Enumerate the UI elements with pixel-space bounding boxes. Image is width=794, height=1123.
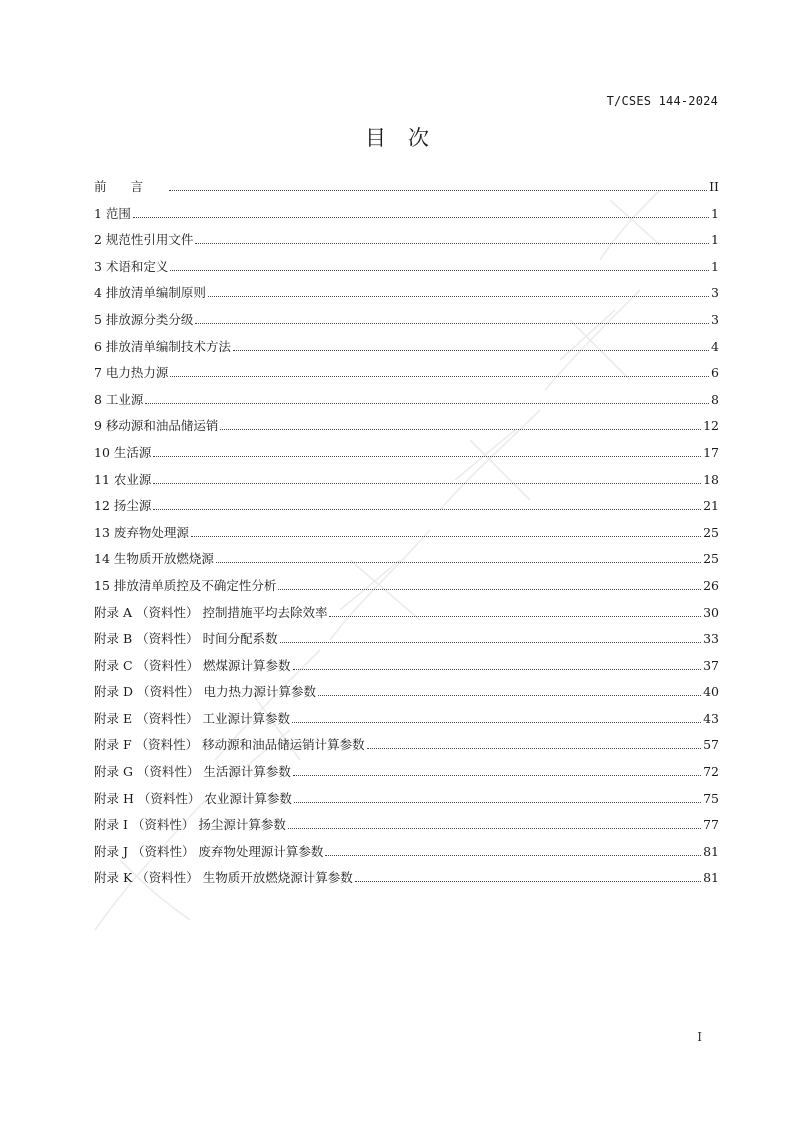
toc-entry-label: 附录 K （资料性） 生物质开放燃烧源计算参数	[94, 870, 353, 886]
toc-entry-label: 6 排放清单编制技术方法	[94, 338, 231, 354]
toc-leader-dots	[153, 483, 701, 484]
toc-entry-label: 附录 F （资料性） 移动源和油品储运销计算参数	[94, 737, 365, 753]
toc-entry-label: 附录 H （资料性） 农业源计算参数	[94, 790, 292, 806]
toc-entry-label: 前言	[94, 179, 168, 194]
toc-entry-page: 43	[703, 710, 719, 726]
toc-leader-dots	[293, 775, 701, 776]
toc-entry-page: 6	[711, 365, 719, 381]
toc-leader-dots	[191, 536, 701, 537]
toc-entry-page: 8	[711, 391, 719, 407]
toc-leader-dots	[133, 217, 709, 218]
toc-entry[interactable]	[94, 283, 719, 310]
toc-leader-dots	[216, 562, 701, 563]
toc-entry[interactable]	[94, 603, 719, 630]
toc-entry[interactable]	[94, 363, 719, 390]
toc-entry[interactable]	[94, 735, 719, 762]
toc-leader-dots	[292, 722, 701, 723]
toc-entry-page: 21	[703, 498, 719, 514]
toc-entry[interactable]	[94, 204, 719, 231]
toc-leader-dots	[288, 828, 701, 829]
toc-leader-dots	[153, 456, 701, 457]
toc-entry-page: 77	[703, 817, 719, 833]
toc-entry-label: 8 工业源	[94, 391, 144, 407]
toc-entry[interactable]	[94, 656, 719, 683]
toc-entry-page: 4	[711, 338, 719, 354]
toc-leader-dots	[325, 855, 701, 856]
toc-entry-page: 17	[703, 444, 719, 460]
toc-entry-label: 2 规范性引用文件	[94, 232, 194, 248]
toc-leader-dots	[280, 642, 701, 643]
toc-leader-dots	[220, 429, 701, 430]
toc-entry[interactable]	[94, 549, 719, 576]
toc-entry-label: 9 移动源和油品储运销	[94, 418, 219, 434]
toc-leader-dots	[293, 669, 702, 670]
toc-entry-page: 3	[711, 311, 719, 327]
toc-entry[interactable]	[94, 842, 719, 869]
toc-entry-label: 附录 I （资料性） 扬尘源计算参数	[94, 817, 286, 833]
toc-entry-page: 1	[711, 258, 719, 274]
toc-leader-dots	[318, 695, 701, 696]
toc-entry-label: 4 排放清单编制原则	[94, 285, 206, 301]
table-of-contents	[94, 177, 719, 895]
toc-entry-label: 3 术语和定义	[94, 258, 169, 274]
toc-entry[interactable]	[94, 177, 719, 204]
toc-entry[interactable]	[94, 257, 719, 284]
toc-entry-page: 57	[703, 737, 719, 753]
toc-leader-dots	[355, 881, 701, 882]
page-number: I	[697, 1030, 702, 1044]
toc-entry-page: 30	[703, 604, 719, 620]
toc-entry-label: 附录 B （资料性） 时间分配系数	[94, 631, 278, 647]
toc-leader-dots	[367, 748, 701, 749]
toc-entry[interactable]	[94, 390, 719, 417]
page-title: 目次	[365, 126, 451, 150]
toc-entry[interactable]	[94, 337, 719, 364]
toc-entry-page: 25	[703, 551, 719, 567]
toc-entry[interactable]	[94, 230, 719, 257]
toc-entry-label: 11 农业源	[94, 471, 152, 487]
toc-entry[interactable]	[94, 629, 719, 656]
toc-entry-label: 附录 E （资料性） 工业源计算参数	[94, 710, 291, 726]
toc-entry[interactable]	[94, 443, 719, 470]
toc-entry-label: 附录 G （资料性） 生活源计算参数	[94, 764, 291, 780]
toc-entry-page: 81	[703, 843, 719, 859]
toc-entry-page: II	[709, 179, 719, 194]
standard-number: T/CSES 144-2024	[606, 94, 718, 108]
toc-entry-page: 3	[711, 285, 719, 301]
toc-entry-page: 12	[703, 418, 719, 434]
toc-leader-dots	[169, 190, 707, 191]
toc-entry-page: 37	[703, 657, 719, 673]
toc-leader-dots	[195, 323, 709, 324]
toc-entry[interactable]	[94, 496, 719, 523]
toc-entry[interactable]	[94, 868, 719, 895]
toc-leader-dots	[145, 403, 709, 404]
toc-leader-dots	[294, 802, 701, 803]
toc-entry-label: 附录 D （资料性） 电力热力源计算参数	[94, 684, 316, 700]
toc-entry-page: 72	[703, 764, 719, 780]
toc-entry-label: 附录 C （资料性） 燃煤源计算参数	[94, 657, 291, 673]
toc-entry-label: 1 范围	[94, 205, 131, 221]
toc-entry-page: 1	[711, 205, 719, 221]
toc-entry-label: 15 排放清单质控及不确定性分析	[94, 577, 277, 593]
toc-entry[interactable]	[94, 523, 719, 550]
toc-entry-label: 附录 A （资料性） 控制措施平均去除效率	[94, 604, 328, 620]
toc-entry[interactable]	[94, 310, 719, 337]
toc-entry-label: 7 电力热力源	[94, 365, 169, 381]
toc-entry-label: 12 扬尘源	[94, 498, 152, 514]
toc-entry-page: 75	[703, 790, 719, 806]
toc-entry[interactable]	[94, 789, 719, 816]
toc-entry-label: 13 废弃物处理源	[94, 524, 189, 540]
toc-entry[interactable]	[94, 470, 719, 497]
toc-entry[interactable]	[94, 709, 719, 736]
toc-entry-page: 25	[703, 524, 719, 540]
toc-entry-label: 5 排放源分类分级	[94, 311, 194, 327]
toc-leader-dots	[208, 296, 709, 297]
toc-leader-dots	[329, 616, 701, 617]
toc-entry[interactable]	[94, 682, 719, 709]
toc-entry-page: 1	[711, 232, 719, 248]
toc-entry-label: 附录 J （资料性） 废弃物处理源计算参数	[94, 843, 324, 859]
toc-entry[interactable]	[94, 815, 719, 842]
toc-leader-dots	[195, 243, 709, 244]
toc-leader-dots	[278, 589, 701, 590]
toc-entry-label: 10 生活源	[94, 444, 152, 460]
toc-entry[interactable]	[94, 576, 719, 603]
toc-entry-page: 81	[703, 870, 719, 886]
toc-entry-page: 26	[703, 577, 719, 593]
toc-leader-dots	[233, 350, 709, 351]
toc-entry-label: 14 生物质开放燃烧源	[94, 551, 214, 567]
toc-leader-dots	[170, 376, 709, 377]
toc-leader-dots	[153, 509, 701, 510]
toc-entry[interactable]	[94, 416, 719, 443]
toc-leader-dots	[170, 270, 709, 271]
toc-entry-page: 18	[703, 471, 719, 487]
toc-entry-page: 33	[703, 631, 719, 647]
toc-entry[interactable]	[94, 762, 719, 789]
toc-entry-page: 40	[703, 684, 719, 700]
